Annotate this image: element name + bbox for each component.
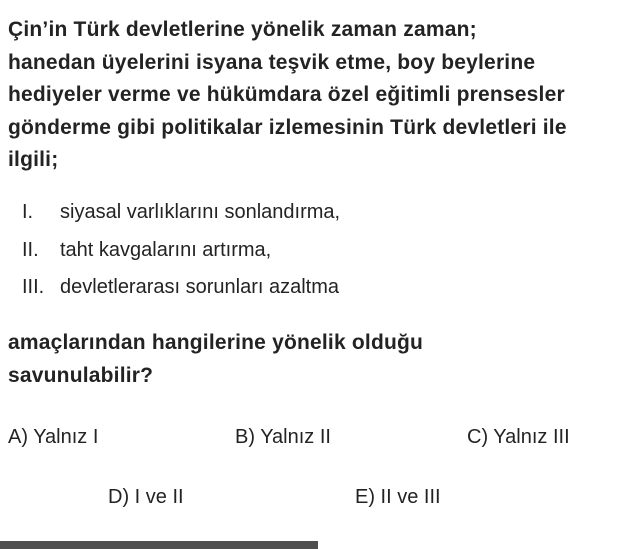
- statement-numeral: I.: [22, 201, 34, 223]
- statement-numeral: III.: [22, 276, 45, 298]
- statement-text: siyasal varlıklarını sonlandırma,: [60, 201, 341, 223]
- question-prompt: [8, 327, 423, 392]
- prompt-line: savunulabilir?: [8, 363, 154, 387]
- statement-list: [22, 201, 340, 314]
- statement-item: [22, 238, 340, 261]
- option-c[interactable]: C) Yalnız III: [467, 426, 570, 448]
- option-d[interactable]: D) I ve II: [108, 486, 184, 508]
- statement-item: [22, 276, 340, 298]
- option-e[interactable]: E) II ve III: [355, 486, 441, 508]
- question-stem: [8, 14, 567, 177]
- stem-line: Çin’in Türk devletlerine yönelik zaman zaman;: [8, 18, 477, 41]
- stem-line: ilgili;: [8, 148, 59, 171]
- prompt-line: amaçlarından hangilerine yönelik olduğu: [8, 331, 424, 354]
- stem-line: hediyeler verme ve hükümdara özel eğitimli prensesler: [8, 83, 565, 106]
- statement-text: taht kavgalarını artırma,: [60, 238, 272, 261]
- stem-line: hanedan üyelerini isyana teşvik etme, boy beylerine: [8, 50, 536, 74]
- option-a[interactable]: A) Yalnız I: [8, 426, 99, 448]
- statement-text: devletlerarası sorunları azaltma: [60, 276, 340, 298]
- statement-item: [22, 201, 341, 223]
- stem-line: gönderme gibi politikalar izlemesinin Türk devletleri ile: [8, 115, 567, 139]
- horizontal-scrollbar-thumb[interactable]: [0, 541, 318, 549]
- option-b[interactable]: B) Yalnız II: [235, 426, 331, 448]
- statement-numeral: II.: [22, 238, 39, 261]
